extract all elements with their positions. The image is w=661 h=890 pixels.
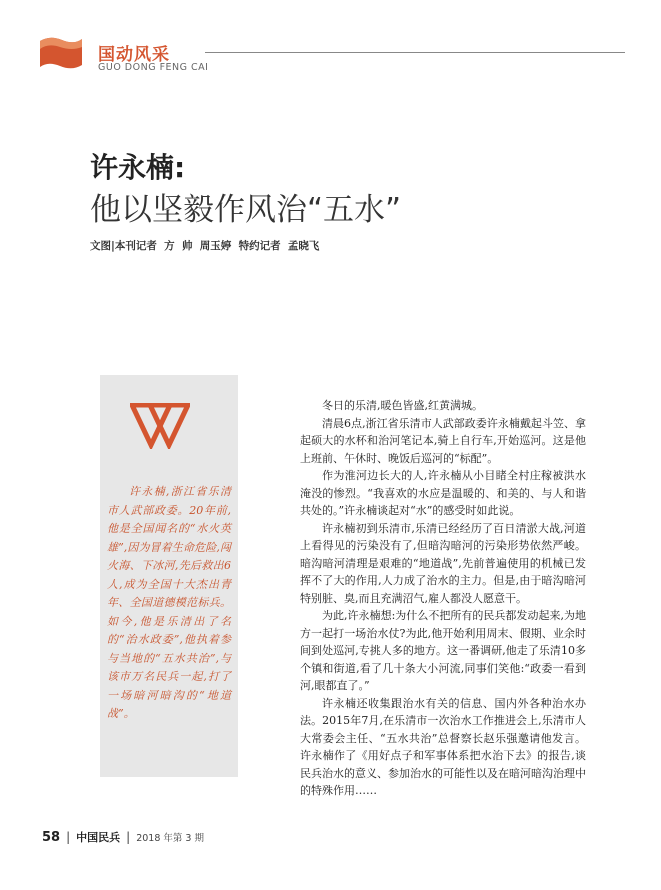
flag-icon xyxy=(38,35,84,73)
header-divider xyxy=(205,52,625,53)
issue-number: 2018 年第 3 期 xyxy=(136,833,204,844)
page-footer xyxy=(42,829,204,845)
body-paragraph: 清晨6点,浙江省乐清市人武部政委许永楠戴起斗笠、拿起硕大的水杯和治河笔记本,骑上自行车,开始巡河。这是他上班前、午休时、晚饭后巡河的“标配”。 xyxy=(300,416,586,465)
publication-name: 中国民兵 xyxy=(76,831,121,844)
body-paragraph: 作为淮河边长大的人,许永楠从小目睹全村庄稼被洪水淹没的惨烈。“我喜欢的水应是温暖的、和美的、与人和谐共处的。”许永楠谈起对“水”的感受时如此说。 xyxy=(300,469,586,517)
section-pinyin: GUO DONG FENG CAI xyxy=(98,62,209,73)
footer-separator-2: | xyxy=(126,830,131,844)
section-logo xyxy=(38,35,84,73)
body-paragraph: 许永楠初到乐清市,乐清已经经历了百日清淤大战,河道上看得见的污染没有了,但暗沟暗河的污染形势依然严峻。暗沟暗河清理是艰难的“地道战”,先前普遍使用的机械已发挥不了大的作用,人力成了治水的主力。但是,由于暗沟暗河特别脏、臭,而且充满沼气,雇人都没人愿意干。 xyxy=(300,521,586,605)
article-byline: 文图|本刊记者 方 帅 周玉婷 特约记者 孟晓飞 xyxy=(90,240,320,252)
footer-separator: | xyxy=(66,830,71,844)
section-title: 国动风采 xyxy=(98,45,170,65)
article-title-line1: 许永楠: xyxy=(90,151,186,184)
body-paragraph: 许永楠还收集跟治水有关的信息、国内外各种治水办法。2015年7月,在乐清市一次治水工作推进会上,乐清市人大常委会主任、“五水共治”总督察长赵乐强邀请他发言。许永楠作了《用好点子和军事体系把水治下去》的报告,谈民兵治水的意义、参加治水的可能性以及在暗河暗沟治理中的特殊作用…… xyxy=(300,696,586,797)
body-paragraph: 为此,许永楠想:为什么不把所有的民兵都发动起来,为地方一起打一场治水仗?为此,他开始利用周末、假期、业余时间到处巡河,专挑人多的地方。这一番调研,他走了乐清10多个镇和街道,看了几十条大小河流,同事们笑他:“政委一看到河,眼都直了。” xyxy=(300,609,586,692)
sidebar-panel xyxy=(100,375,238,777)
article-body xyxy=(300,397,586,800)
article-title-line2: 他以坚毅作风治“五水” xyxy=(90,192,402,228)
page-number: 58 xyxy=(42,830,61,845)
double-triangle-icon xyxy=(130,403,190,449)
body-paragraph: 冬日的乐清,暖色皆盛,红黄满城。 xyxy=(322,399,483,412)
sidebar-summary: 许永楠,浙江省乐清市人武部政委。20年前,他是全国闻名的“水火英雄”,因为冒着生命危险,闯火海、下冰河,先后救出6人,成为全国十大杰出青年、全国道德模范标兵。如今,他是乐清出了名的“治水政委”,他执着参与当地的“五水共治”,与该市万名民兵一起,打了一场暗河暗沟的“地道战”。 xyxy=(107,485,231,720)
